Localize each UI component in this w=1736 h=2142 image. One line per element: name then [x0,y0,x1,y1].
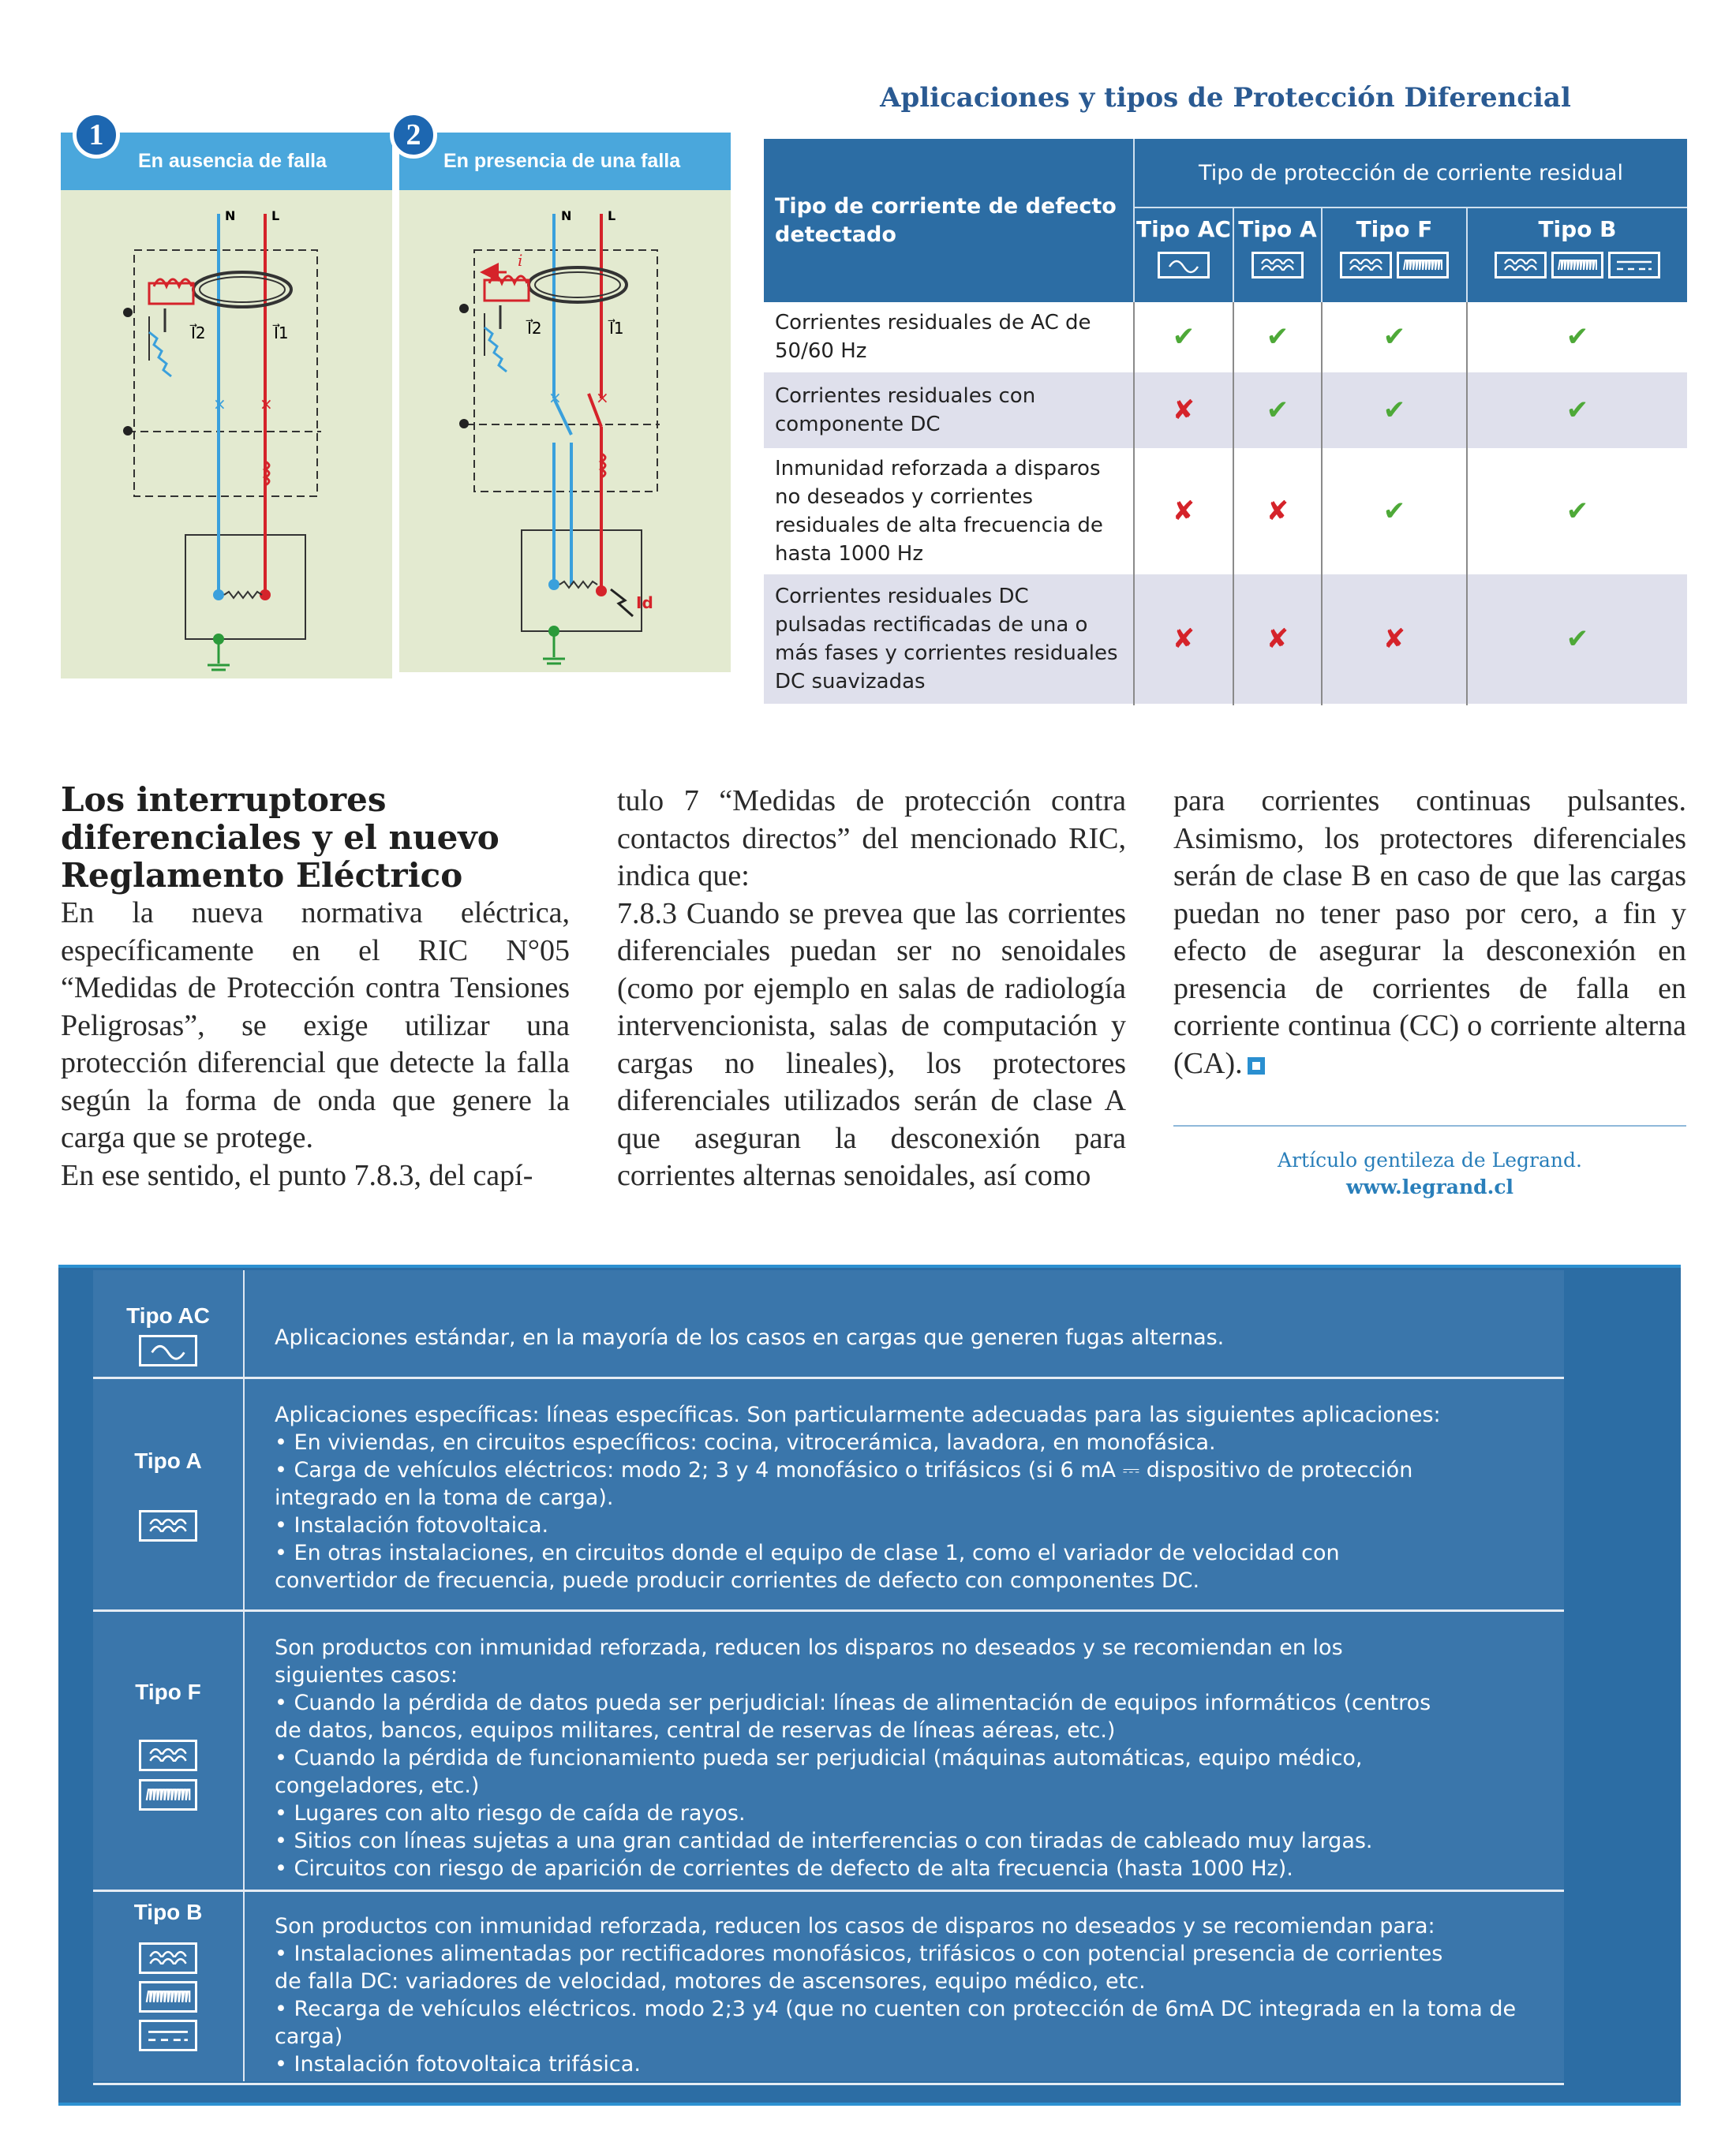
type-row-divider [93,2083,1564,2085]
type-row-divider [93,1890,1564,1892]
label-i2-2: I⃗2 [527,319,542,338]
article-title: Los interruptores diferenciales y el nuevo Reglamento Eléctrico [61,780,499,895]
sine-wave-icon [1158,252,1210,278]
svg-text:×: × [213,394,226,413]
check-icon: ✔ [1322,302,1467,372]
type-title: Tipo F [135,1680,201,1704]
table-corner-header: Tipo de corriente de defecto detectado [764,139,1134,302]
label-n-2: N [561,208,572,223]
check-icon: ✔ [1322,372,1467,449]
article-column-1 [61,895,570,1194]
check-icon: ✔ [1322,449,1467,574]
column-label: Tipo B [1538,216,1617,242]
check-icon: ✔ [1467,372,1687,449]
check-icon: ✔ [1233,372,1322,449]
table-row [764,302,1687,372]
table-row [764,574,1687,705]
type-row-divider [93,1609,1564,1612]
pulsed-wave-icon [139,1942,197,1974]
check-icon: ✔ [1467,302,1687,372]
article-credit [1173,1125,1686,1201]
article-column-2 [617,783,1126,1195]
type-description: Son productos con inmunidad reforzada, reducen los casos de disparos no deseados y se recomiendan para: • Instalaciones alimentadas por rectificadores monofásicos, trifásicos o con potencial presencia de corrientes de falla DC: variadores de velocidad, motores de ascensores, equipo médico, etc. • Recarga de vehículos eléctricos. modo 2;3 y4 (que no cuenten con protección de 6mA DC integrada en la toma de carga) • Instalación fotovoltaica trifásica. [275,1914,1517,2077]
table-group-header: Tipo de protección de corriente residual [1134,139,1687,207]
cross-icon: ✘ [1233,449,1322,574]
credit-text: Artículo gentileza de Legrand. [1278,1149,1582,1172]
pulsed-wave-icon [139,1510,197,1542]
type-row-tipo-ac [93,1270,1564,1377]
dc-current-icon [139,2020,197,2051]
column-header-tipo-a [1233,207,1322,302]
row-label: Corrientes residuales de AC de 50/60 Hz [764,302,1134,372]
row-label: Inmunidad reforzada a disparos no deseados y corrientes residuales de alta frecuencia de hasta 1000 Hz [764,449,1134,574]
check-icon: ✔ [1467,449,1687,574]
check-icon: ✔ [1233,302,1322,372]
pulsed-wave-icon [1495,252,1547,278]
table-row [764,449,1687,574]
table-row [764,372,1687,449]
article-column-3 [1173,783,1686,1082]
pulsed-wave-icon [139,1740,197,1771]
diagram-number-1: 1 [73,111,120,159]
svg-text:×: × [596,388,609,407]
label-i1-1: I⃗1 [274,323,289,342]
label-id-fault: Id [636,593,653,612]
type-description: Aplicaciones estándar, en la mayoría de los casos en cargas que generen fugas alternas. [275,1325,1225,1350]
cross-icon: ✘ [1322,574,1467,705]
diagram-number-2: 2 [390,111,437,159]
type-title: Tipo AC [126,1303,210,1328]
circuit-diagram-no-fault [61,190,392,675]
type-row-tipo-b [93,1892,1564,2081]
type-description: Son productos con inmunidad reforzada, reducen los disparos no deseados y se recomiendan en los siguientes casos: • Cuando la pérdida de datos pueda ser perjudicial: líneas de alimentación de equipos informáticos (centros de datos, bancos, equipos militares, central de reservas de líneas aéreas, etc.) • Cuando la pérdida de funcionamiento pueda ser perjudicial (máquinas automáticas, equipo médico, congeladores, etc.) • Lugares con alto riesgo de caída de rayos. • Sitios con líneas sujetas a una gran cantidad de interferencias o con tiradas de cableado muy largas. • Circuitos con riesgo de aparición de corrientes de defecto de alta frecuencia (hasta 1000 Hz). [275,1635,1431,1881]
label-n-1: N [225,208,236,223]
pulsed-wave-icon [1251,252,1304,278]
column-header-tipo-b [1467,207,1687,302]
column-header-tipo-ac [1134,207,1233,302]
article-paragraph: para corrientes continuas pulsantes. Asimismo, los protectores diferenciales serán de clase B en caso de que las cargas puedan no tener paso por cero, a fin y efecto de asegurar la desconexión en presencia de corrientes de falla en corriente continua (CC) o corriente alterna (CA). [1173,784,1686,1080]
cross-icon: ✘ [1134,372,1233,449]
high-frequency-icon [1551,252,1603,278]
diagram-header-fault [399,133,731,190]
high-frequency-icon [139,1981,197,2013]
label-i-fault: i [518,251,523,270]
type-row-label-cell [93,1379,245,1609]
type-row-divider [93,1377,1564,1379]
article-paragraph: En la nueva normativa eléctrica, específicamente en el RIC N°05 “Medidas de Protección contra Tensiones Peligrosas”, se exige utilizar una protección diferencial que detecte la falla según la forma de onda que genere la carga que se protege. [61,896,570,1154]
pulsed-wave-icon [1340,252,1392,278]
cross-icon: ✘ [1233,574,1322,705]
check-icon: ✔ [1467,574,1687,705]
row-label: Corrientes residuales DC pulsadas rectificadas de una o más fases y corrientes residuales DC suavizadas [764,574,1134,705]
label-l-1: L [271,208,280,223]
row-label: Corrientes residuales con componente DC [764,372,1134,449]
diagram-title-no-fault: En ausencia de falla [138,150,327,172]
table-title: Aplicaciones y tipos de Protección Diferencial [880,82,1571,114]
article-paragraph: tulo 7 “Medidas de protección contra contactos directos” del mencionado RIC, indica que: [617,784,1126,892]
svg-text:×: × [548,388,562,407]
label-l-2: L [608,208,616,223]
dc-current-icon [1608,252,1660,278]
column-label: Tipo A [1238,216,1317,242]
protection-table [764,139,1687,705]
type-row-tipo-f [93,1612,1564,1890]
diagram-title-fault: En presencia de una falla [443,150,681,172]
type-description: Aplicaciones específicas: líneas específicas. Son particularmente adecuadas para las siguientes aplicaciones: • En viviendas, en circuitos específicos: cocina, vitrocerámica, lavadora, en monofásica. • Carga de vehículos eléctricos: modo 2; 3 y 4 monofásico o trifásicos (si 6 mA ⎓ dispositivo de protección integrado en la toma de carga). • Instalación fotovoltaica. • En otras instalaciones, en circuitos donde el equipo de clase 1, como el variador de velocidad con convertidor de frecuencia, puede producir corrientes de defecto con componentes DC. [275,1403,1441,1593]
high-frequency-icon [1397,252,1449,278]
circuit-diagram-fault [399,190,731,672]
high-frequency-icon [139,1779,197,1811]
column-header-tipo-f [1322,207,1467,302]
type-title: Tipo A [134,1449,202,1473]
article-paragraph: En ese sentido, el punto 7.8.3, del capí- [61,1158,533,1192]
sine-wave-icon [139,1335,197,1366]
end-of-article-icon [1248,1057,1265,1075]
column-label: Tipo AC [1136,216,1231,242]
label-i2-1: I⃗2 [191,323,206,342]
cross-icon: ✘ [1134,449,1233,574]
svg-text:×: × [260,394,273,413]
check-icon: ✔ [1134,302,1233,372]
article-paragraph: 7.8.3 Cuando se prevea que las corrientes diferenciales puedan ser no senoidales (como por ejemplo en salas de radiología intervencionista, salas de computación y cargas no lineales), los protectores diferenciales utilizados serán de clase A que aseguran la desconexión para corrientes alternas senoidales, así como [617,896,1126,1192]
column-label: Tipo F [1356,216,1433,242]
label-i1-2: I⃗1 [609,319,624,338]
cross-icon: ✘ [1134,574,1233,705]
credit-link[interactable]: www.legrand.cl [1345,1176,1514,1198]
type-row-tipo-a [93,1379,1564,1609]
type-title: Tipo B [133,1900,203,1924]
